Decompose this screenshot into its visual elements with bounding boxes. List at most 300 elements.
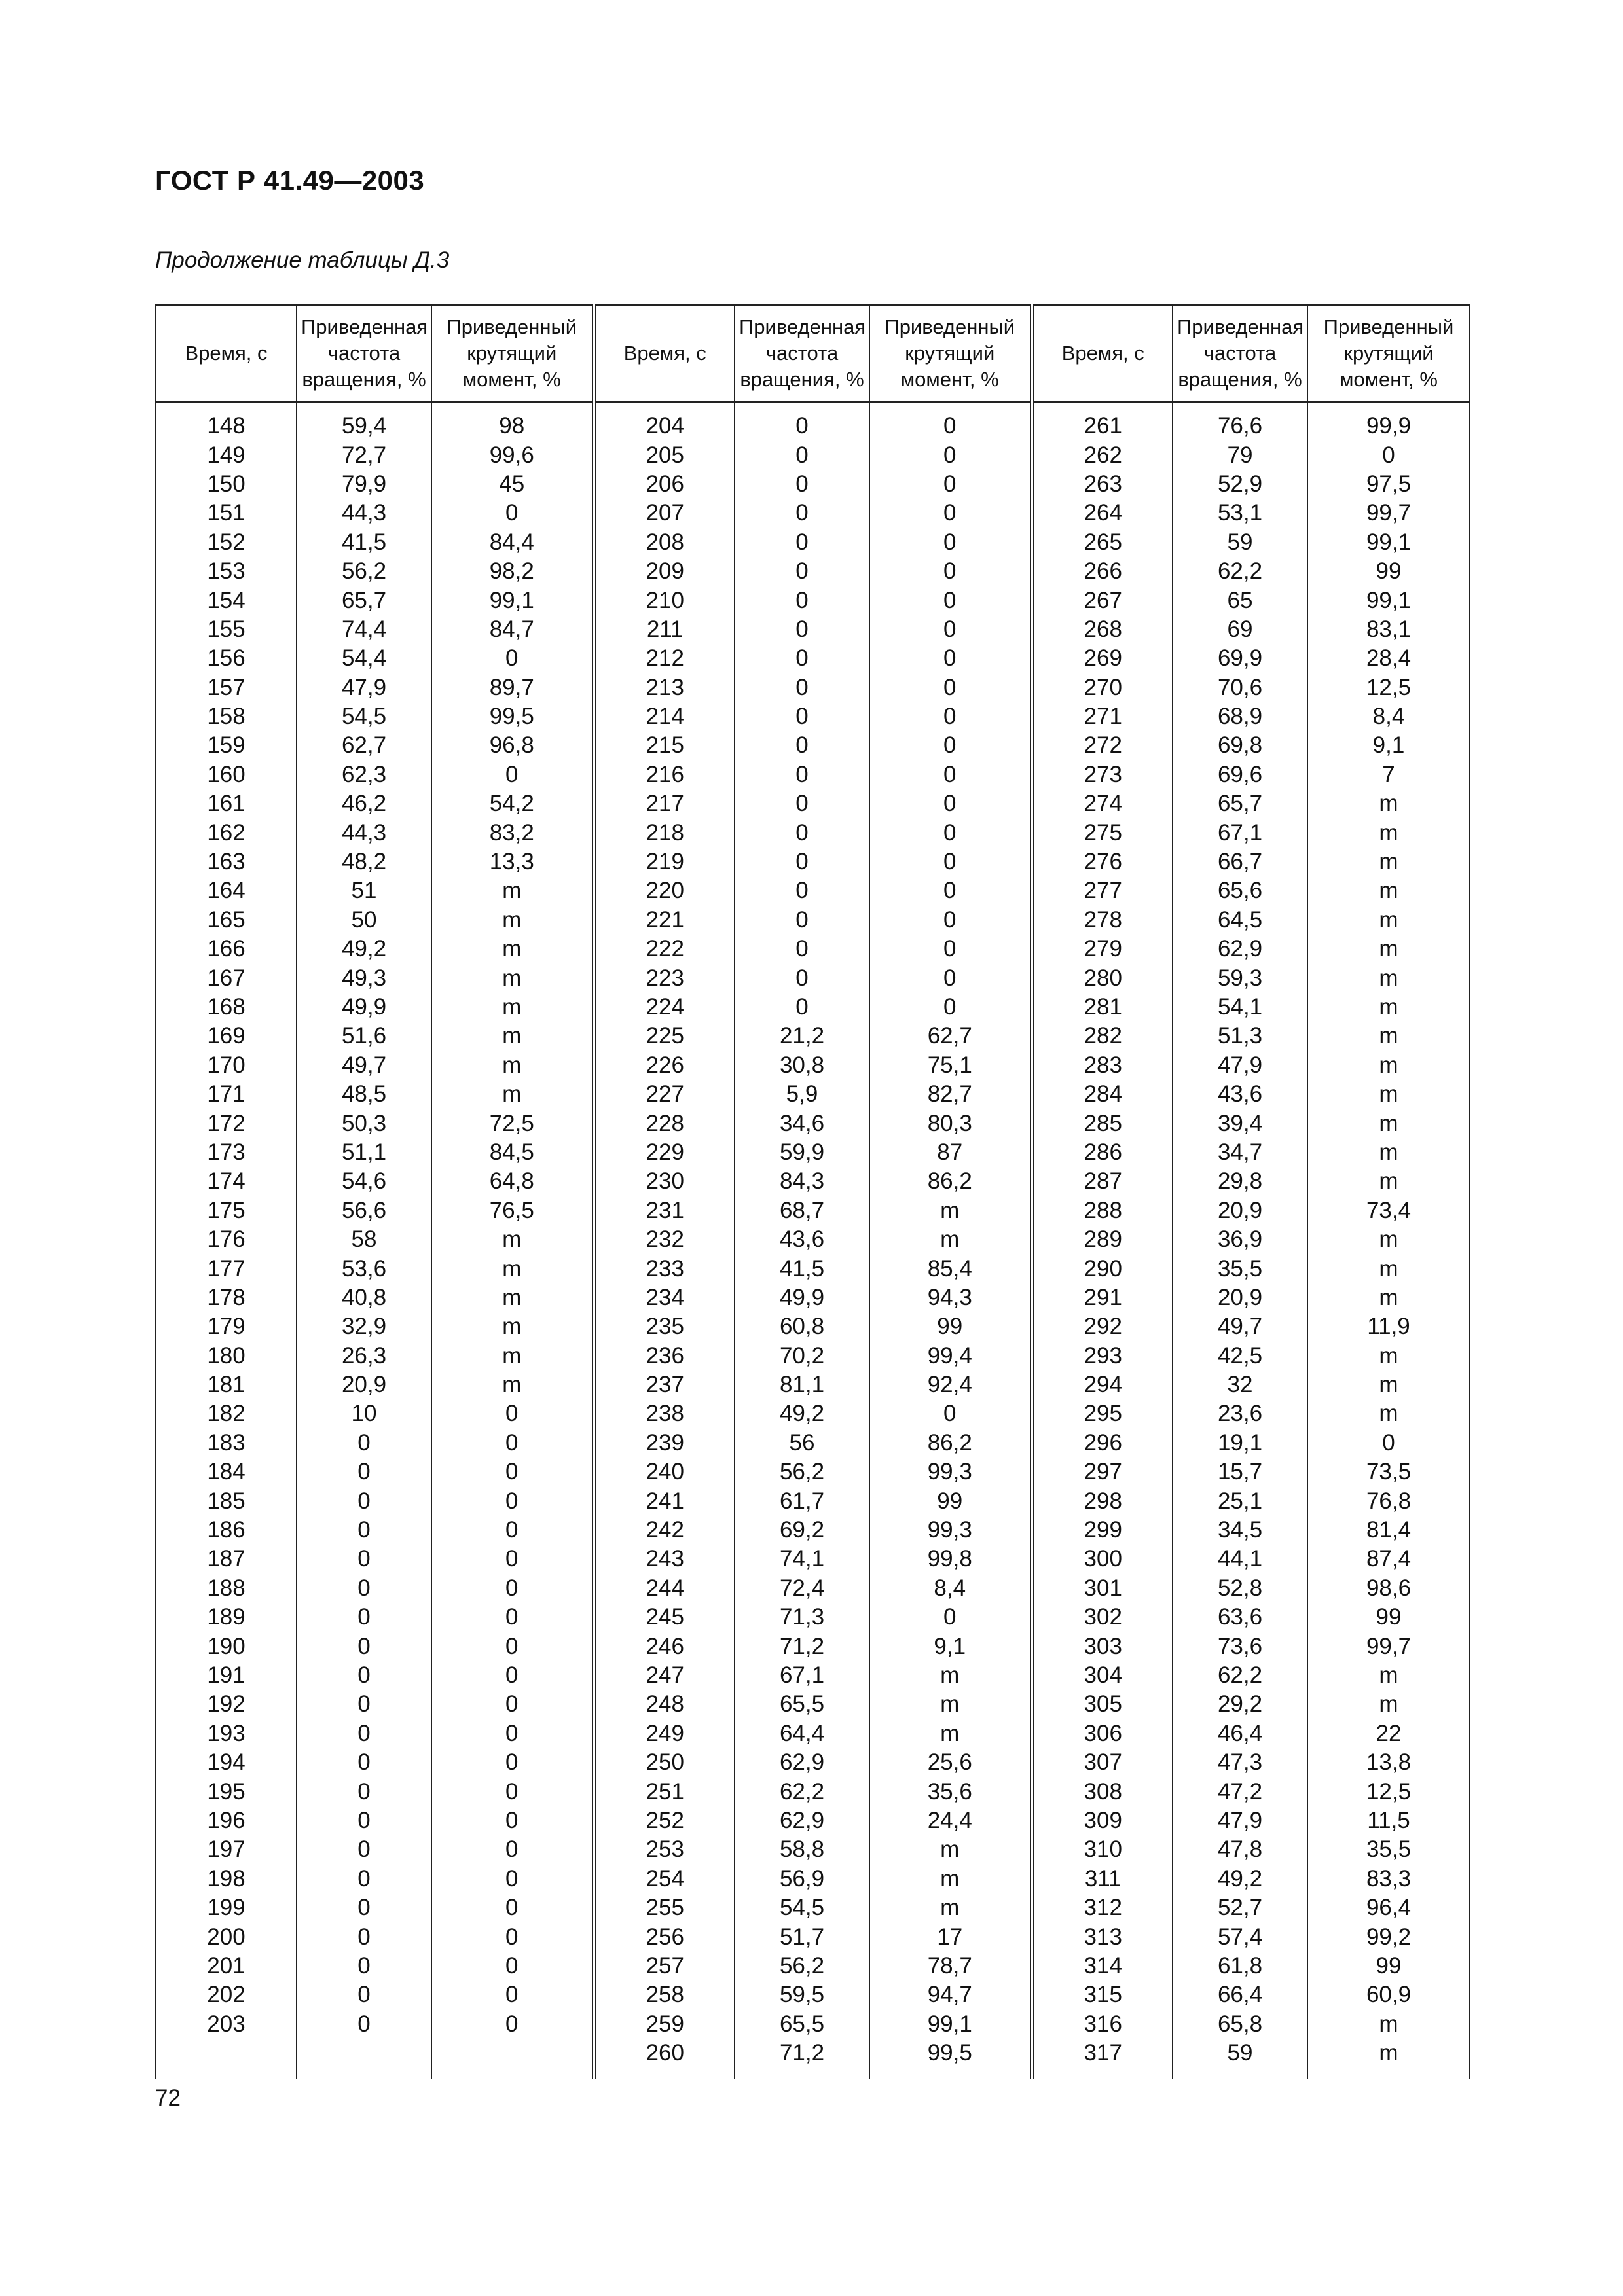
table-cell: 254 [594, 1865, 735, 1893]
table-cell: 59,9 [735, 1138, 869, 1167]
table-cell: 65 [1173, 586, 1307, 615]
table-cell: 99,5 [431, 702, 594, 731]
table-cell: 226 [594, 1051, 735, 1080]
table-cell: 272 [1032, 731, 1173, 760]
table-cell: 66,4 [1173, 1981, 1307, 2009]
table-cell: 56,2 [297, 557, 431, 586]
table-cell: 0 [297, 1690, 431, 1719]
table-cell: 0 [869, 470, 1032, 499]
table-cell [431, 2039, 594, 2079]
table-cell: 154 [156, 586, 297, 615]
table-cell: 0 [869, 702, 1032, 731]
table-cell: 190 [156, 1632, 297, 1660]
table-row [156, 1952, 1470, 1981]
table-cell: 99 [869, 1312, 1032, 1341]
table-cell: 193 [156, 1719, 297, 1748]
table-cell: 0 [735, 673, 869, 702]
column-header: Время, с [156, 305, 297, 402]
table-cell: 282 [1032, 1022, 1173, 1050]
table-cell: 0 [735, 993, 869, 1022]
table-cell: 0 [431, 761, 594, 789]
table-cell: 0 [735, 963, 869, 992]
table-cell: 47,8 [1173, 1835, 1307, 1864]
table-row [156, 1080, 1470, 1109]
table-cell: 84,5 [431, 1138, 594, 1167]
table-row [156, 1632, 1470, 1660]
table-cell: 0 [297, 1429, 431, 1458]
table-cell: 0 [869, 789, 1032, 818]
table-cell: 99,7 [1307, 1632, 1470, 1660]
table-cell: 34,7 [1173, 1138, 1307, 1167]
table-cell: 297 [1032, 1458, 1173, 1486]
table-cell: 99,3 [869, 1458, 1032, 1486]
table-cell: 83,3 [1307, 1865, 1470, 1893]
table-cell: 219 [594, 848, 735, 876]
table-cell: 148 [156, 402, 297, 440]
table-cell: 0 [431, 1922, 594, 1951]
table-cell: 280 [1032, 963, 1173, 992]
table-cell: 70,2 [735, 1342, 869, 1371]
table-cell: 0 [431, 1865, 594, 1893]
table-cell: 301 [1032, 1574, 1173, 1603]
table-cell: 5,9 [735, 1080, 869, 1109]
table-cell: 41,5 [735, 1254, 869, 1283]
table-cell: 149 [156, 440, 297, 469]
table-cell: 53,1 [1173, 499, 1307, 528]
table-cell: 84,3 [735, 1167, 869, 1196]
table-cell: 51,7 [735, 1922, 869, 1951]
table-cell: 65,7 [1173, 789, 1307, 818]
table-cell: 0 [735, 440, 869, 469]
table-cell: 7 [1307, 761, 1470, 789]
table-cell: 0 [869, 818, 1032, 847]
table-cell: 196 [156, 1806, 297, 1835]
table-cell: 0 [869, 1603, 1032, 1632]
table-row [156, 1806, 1470, 1835]
table-cell: 204 [594, 402, 735, 440]
table-cell: 313 [1032, 1922, 1173, 1951]
table-cell: 76,8 [1307, 1486, 1470, 1515]
table-cell: 0 [297, 1574, 431, 1603]
table-cell: 25,1 [1173, 1486, 1307, 1515]
table-cell: 99,7 [1307, 499, 1470, 528]
table-cell: 82,7 [869, 1080, 1032, 1109]
table-cell: 243 [594, 1545, 735, 1573]
table-row [156, 761, 1470, 789]
table-row [156, 1545, 1470, 1573]
table-cell: 81,4 [1307, 1516, 1470, 1545]
table-cell: m [1307, 1371, 1470, 1399]
table-cell: 194 [156, 1748, 297, 1777]
table-row [156, 1342, 1470, 1371]
table-cell: 54,4 [297, 644, 431, 673]
table-cell: 210 [594, 586, 735, 615]
table-cell: 62,7 [869, 1022, 1032, 1050]
table-cell: 0 [735, 789, 869, 818]
table-cell: 178 [156, 1283, 297, 1312]
table-cell [156, 2039, 297, 2079]
table-cell: 64,5 [1173, 906, 1307, 935]
table-cell: m [1307, 906, 1470, 935]
table-cell: 48,5 [297, 1080, 431, 1109]
table-row [156, 1777, 1470, 1806]
table-row [156, 1748, 1470, 1777]
table-cell: 0 [735, 731, 869, 760]
table-cell: 99,1 [1307, 528, 1470, 557]
table-row [156, 789, 1470, 818]
table-cell: 84,4 [431, 528, 594, 557]
table-cell: 315 [1032, 1981, 1173, 2009]
table-cell: 0 [297, 1835, 431, 1864]
table-cell: 0 [869, 528, 1032, 557]
table-row [156, 2039, 1470, 2079]
table-cell: 47,2 [1173, 1777, 1307, 1806]
table-cell: 189 [156, 1603, 297, 1632]
table-cell: 263 [1032, 470, 1173, 499]
table-row [156, 1486, 1470, 1515]
table-cell: 223 [594, 963, 735, 992]
table-cell: m [1307, 1022, 1470, 1050]
table-cell: 224 [594, 993, 735, 1022]
table-cell: 0 [735, 644, 869, 673]
table-cell: m [1307, 1690, 1470, 1719]
table-cell: 65,7 [297, 586, 431, 615]
table-cell: 49,2 [297, 935, 431, 963]
table-cell: 228 [594, 1109, 735, 1138]
table-cell: 0 [735, 702, 869, 731]
table-cell: 230 [594, 1167, 735, 1196]
table-cell: 202 [156, 1981, 297, 2009]
table-cell: 98,2 [431, 557, 594, 586]
table-cell: 94,7 [869, 1981, 1032, 2009]
table-cell: 83,2 [431, 818, 594, 847]
table-cell: 290 [1032, 1254, 1173, 1283]
table-cell: 0 [735, 906, 869, 935]
table-cell: 0 [869, 586, 1032, 615]
table-cell: 83,1 [1307, 615, 1470, 644]
table-cell: 72,5 [431, 1109, 594, 1138]
table-cell: m [869, 1835, 1032, 1864]
table-cell: 294 [1032, 1371, 1173, 1399]
table-cell: 153 [156, 557, 297, 586]
table-cell: 94,3 [869, 1283, 1032, 1312]
table-cell: 62,9 [735, 1806, 869, 1835]
table-cell: 0 [297, 1922, 431, 1951]
table-cell: 284 [1032, 1080, 1173, 1109]
table-cell: 184 [156, 1458, 297, 1486]
table-row [156, 1603, 1470, 1632]
table-cell: 32,9 [297, 1312, 431, 1341]
table-cell: 20,9 [1173, 1283, 1307, 1312]
table-cell: 0 [735, 876, 869, 905]
table-cell: 64,8 [431, 1167, 594, 1196]
column-header: Время, с [594, 305, 735, 402]
table-row [156, 1022, 1470, 1050]
table-cell: 44,3 [297, 499, 431, 528]
table-cell: 209 [594, 557, 735, 586]
table-cell: m [431, 1283, 594, 1312]
table-cell: 233 [594, 1254, 735, 1283]
table-cell: 0 [297, 1893, 431, 1922]
table-cell: 191 [156, 1661, 297, 1690]
table-cell: m [1307, 1138, 1470, 1167]
table-cell: 99 [869, 1486, 1032, 1515]
table-cell: 305 [1032, 1690, 1173, 1719]
table-cell: 58 [297, 1225, 431, 1254]
table-cell: 152 [156, 528, 297, 557]
table-cell: 306 [1032, 1719, 1173, 1748]
table-cell: 54,1 [1173, 993, 1307, 1022]
table-cell: 0 [431, 1486, 594, 1515]
table-cell: 0 [431, 1661, 594, 1690]
table-cell: 246 [594, 1632, 735, 1660]
table-cell: 62,2 [735, 1777, 869, 1806]
table-row [156, 1371, 1470, 1399]
table-cell: 255 [594, 1893, 735, 1922]
table-cell: 43,6 [735, 1225, 869, 1254]
table-cell: 165 [156, 906, 297, 935]
table-cell: 87,4 [1307, 1545, 1470, 1573]
table-cell: 96,8 [431, 731, 594, 760]
table-row [156, 586, 1470, 615]
table-cell: m [431, 1225, 594, 1254]
table-cell: 60,9 [1307, 1981, 1470, 2009]
table-cell: 0 [297, 1545, 431, 1573]
column-header: Приведенная частота вращения, % [297, 305, 431, 402]
table-cell: 22 [1307, 1719, 1470, 1748]
table-cell: 62,2 [1173, 557, 1307, 586]
table-cell: 215 [594, 731, 735, 760]
table-cell: 292 [1032, 1312, 1173, 1341]
table-cell: 8,4 [869, 1574, 1032, 1603]
table-cell: 72,7 [297, 440, 431, 469]
table-cell: m [1307, 1051, 1470, 1080]
table-cell: 98 [431, 402, 594, 440]
table-cell: 36,9 [1173, 1225, 1307, 1254]
table-cell: 262 [1032, 440, 1173, 469]
data-table [155, 304, 1470, 2079]
table-cell: 69,9 [1173, 644, 1307, 673]
table-cell: 24,4 [869, 1806, 1032, 1835]
table-cell: 0 [869, 402, 1032, 440]
table-row [156, 1516, 1470, 1545]
column-header: Приведенный крутящий момент, % [1307, 305, 1470, 402]
table-cell: 89,7 [431, 673, 594, 702]
table-cell: 34,6 [735, 1109, 869, 1138]
table-cell: 250 [594, 1748, 735, 1777]
table-cell: 65,6 [1173, 876, 1307, 905]
table-cell: 99 [1307, 1603, 1470, 1632]
table-cell: 271 [1032, 702, 1173, 731]
table-cell: 76,5 [431, 1196, 594, 1225]
table-cell: 205 [594, 440, 735, 469]
table-cell: 73,5 [1307, 1458, 1470, 1486]
table-cell: 245 [594, 1603, 735, 1632]
table-row [156, 1196, 1470, 1225]
table-row [156, 440, 1470, 469]
table-cell: 234 [594, 1283, 735, 1312]
table-cell: 0 [297, 1661, 431, 1690]
document-header: ГОСТ Р 41.49—2003 [155, 165, 425, 196]
table-cell: m [431, 876, 594, 905]
table-cell: 167 [156, 963, 297, 992]
table-cell: m [869, 1719, 1032, 1748]
table-cell: 0 [297, 1748, 431, 1777]
table-cell: 0 [297, 1458, 431, 1486]
table-row [156, 935, 1470, 963]
table-cell: 237 [594, 1371, 735, 1399]
table-cell: 176 [156, 1225, 297, 1254]
table-cell: 0 [431, 1574, 594, 1603]
table-row [156, 1109, 1470, 1138]
table-row [156, 1429, 1470, 1458]
table-cell: m [1307, 1225, 1470, 1254]
table-cell: 299 [1032, 1516, 1173, 1545]
table-cell: 216 [594, 761, 735, 789]
table-cell: 96,4 [1307, 1893, 1470, 1922]
table-cell: 49,3 [297, 963, 431, 992]
table-cell: 62,3 [297, 761, 431, 789]
table-cell: 0 [735, 586, 869, 615]
table-cell: 285 [1032, 1109, 1173, 1138]
table-cell: 259 [594, 2009, 735, 2038]
page-number: 72 [155, 2085, 181, 2111]
table-cell: 92,4 [869, 1371, 1032, 1399]
table-cell: 0 [431, 644, 594, 673]
table-cell: 166 [156, 935, 297, 963]
table-row [156, 1051, 1470, 1080]
table-row [156, 1225, 1470, 1254]
table-cell: 217 [594, 789, 735, 818]
table-cell: 310 [1032, 1835, 1173, 1864]
table-cell: 293 [1032, 1342, 1173, 1371]
table-cell: m [1307, 1167, 1470, 1196]
table-cell: 291 [1032, 1283, 1173, 1312]
table-cell: 0 [431, 1545, 594, 1573]
table-cell: m [1307, 1399, 1470, 1428]
table-cell: 47,9 [1173, 1051, 1307, 1080]
table-cell: 51 [297, 876, 431, 905]
table-cell: 220 [594, 876, 735, 905]
table-cell: 0 [869, 906, 1032, 935]
table-cell: 49,7 [297, 1051, 431, 1080]
table-row [156, 1399, 1470, 1428]
table-cell: 59,4 [297, 402, 431, 440]
table-cell: 65,5 [735, 2009, 869, 2038]
table-cell: 186 [156, 1516, 297, 1545]
table-cell: 161 [156, 789, 297, 818]
table-cell: 311 [1032, 1865, 1173, 1893]
table-cell: 52,8 [1173, 1574, 1307, 1603]
table-cell: 317 [1032, 2039, 1173, 2079]
table-cell: 222 [594, 935, 735, 963]
table-cell: 99,3 [869, 1516, 1032, 1545]
table-cell: 0 [869, 499, 1032, 528]
table-row [156, 1138, 1470, 1167]
table-cell: 211 [594, 615, 735, 644]
table-row [156, 1283, 1470, 1312]
table-cell: m [1307, 2009, 1470, 2038]
table-cell: m [1307, 1109, 1470, 1138]
table-cell: 11,5 [1307, 1806, 1470, 1835]
table-cell: m [1307, 935, 1470, 963]
table-cell: m [431, 963, 594, 992]
table-row [156, 499, 1470, 528]
table-cell: 200 [156, 1922, 297, 1951]
table-cell: m [1307, 1080, 1470, 1109]
table-cell: 25,6 [869, 1748, 1032, 1777]
table-cell: 274 [1032, 789, 1173, 818]
table-cell: 242 [594, 1516, 735, 1545]
table-row [156, 1865, 1470, 1893]
table-cell: 0 [297, 1777, 431, 1806]
table-cell: 0 [297, 1486, 431, 1515]
table-cell: 26,3 [297, 1342, 431, 1371]
table-cell: 150 [156, 470, 297, 499]
table-cell: 0 [869, 761, 1032, 789]
table-cell: 214 [594, 702, 735, 731]
column-header: Приведенный крутящий момент, % [869, 305, 1032, 402]
table-cell: 69,2 [735, 1516, 869, 1545]
table-cell: 21,2 [735, 1022, 869, 1050]
table-cell: 270 [1032, 673, 1173, 702]
table-cell: 0 [735, 470, 869, 499]
table-cell: 251 [594, 1777, 735, 1806]
table-cell: m [1307, 2039, 1470, 2079]
table-cell: 69 [1173, 615, 1307, 644]
table-cell: 59,3 [1173, 963, 1307, 992]
table-cell: 86,2 [869, 1167, 1032, 1196]
table-cell: 247 [594, 1661, 735, 1690]
table-cell: 39,4 [1173, 1109, 1307, 1138]
table-cell: 253 [594, 1835, 735, 1864]
table-row [156, 906, 1470, 935]
table-cell: 0 [735, 615, 869, 644]
table-cell: 66,7 [1173, 848, 1307, 876]
table-cell: m [1307, 818, 1470, 847]
table-row [156, 1893, 1470, 1922]
table-cell: 99,4 [869, 1342, 1032, 1371]
table-cell: 180 [156, 1342, 297, 1371]
table-cell: 52,9 [1173, 470, 1307, 499]
table-cell: 51,3 [1173, 1022, 1307, 1050]
table-cell: 29,2 [1173, 1690, 1307, 1719]
table-cell: 0 [431, 1458, 594, 1486]
table-cell: 0 [431, 1777, 594, 1806]
table-cell: 0 [735, 761, 869, 789]
table-cell: 278 [1032, 906, 1173, 935]
table-cell: 175 [156, 1196, 297, 1225]
table-cell: 286 [1032, 1138, 1173, 1167]
table-cell: 70,6 [1173, 673, 1307, 702]
table-cell: 268 [1032, 615, 1173, 644]
table-cell: 0 [431, 1981, 594, 2009]
table-cell: 221 [594, 906, 735, 935]
table-cell: 74,4 [297, 615, 431, 644]
table-cell: 47,9 [297, 673, 431, 702]
table-cell: 15,7 [1173, 1458, 1307, 1486]
table-cell: 0 [431, 1952, 594, 1981]
table-cell: 59 [1173, 528, 1307, 557]
table-cell: 0 [297, 1981, 431, 2009]
table-cell: 158 [156, 702, 297, 731]
table-cell: 0 [431, 1806, 594, 1835]
table-cell: 249 [594, 1719, 735, 1748]
table-cell: 0 [431, 1399, 594, 1428]
table-cell: 99,6 [431, 440, 594, 469]
table-cell: m [431, 1312, 594, 1341]
table-cell: 0 [431, 499, 594, 528]
